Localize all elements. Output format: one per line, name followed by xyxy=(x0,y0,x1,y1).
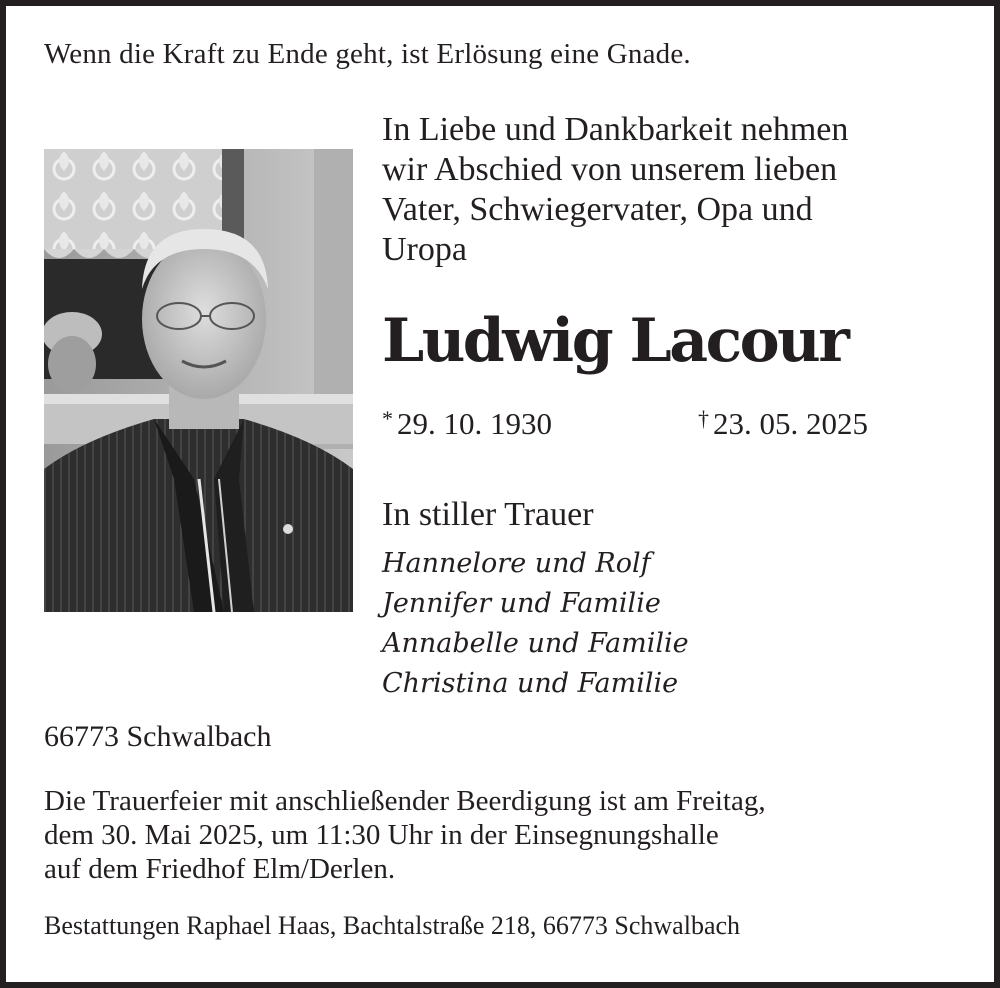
death-cross-icon: † xyxy=(698,406,709,431)
deceased-name: Ludwig Lacour xyxy=(382,306,848,376)
service-line: Die Trauerfeier mit anschließender Beerdigung ist am Freitag, xyxy=(44,785,766,817)
intro-line: In Liebe und Dankbarkeit nehmen xyxy=(382,111,849,148)
undertaker-info: Bestattungen Raphael Haas, Bachtalstraße 218, 66773 Schwalbach xyxy=(44,911,741,940)
portrait-image xyxy=(44,149,353,612)
city-text: 66773 Schwalbach xyxy=(44,720,272,753)
mourner-item: Annabelle und Familie xyxy=(382,628,689,659)
mourners-list xyxy=(382,544,689,704)
birth-date: 29. 10. 1930 xyxy=(397,406,552,441)
intro-text xyxy=(382,110,982,270)
mourning-heading: In stiller Trauer xyxy=(382,496,594,533)
intro-line: Vater, Schwiegervater, Opa und xyxy=(382,191,813,228)
portrait-photo xyxy=(44,149,353,612)
service-line: dem 30. Mai 2025, um 11:30 Uhr in der Einsegnungshalle xyxy=(44,819,719,851)
obituary-notice xyxy=(6,6,994,982)
service-line: auf dem Friedhof Elm/Derlen. xyxy=(44,853,396,885)
intro-line: wir Abschied von unserem lieben xyxy=(382,151,838,188)
mourner-item: Jennifer und Familie xyxy=(382,588,661,619)
mourner-item: Hannelore und Rolf xyxy=(382,548,651,579)
death-date-group xyxy=(698,406,868,442)
motto-text: Wenn die Kraft zu Ende geht, ist Erlösung eine Gnade. xyxy=(44,38,691,70)
birth-date-group xyxy=(382,406,552,442)
service-info xyxy=(44,784,766,886)
intro-line: Uropa xyxy=(382,231,467,268)
birth-star-icon: * xyxy=(382,406,393,431)
death-date: 23. 05. 2025 xyxy=(713,406,868,441)
mourner-item: Christina und Familie xyxy=(382,668,679,699)
